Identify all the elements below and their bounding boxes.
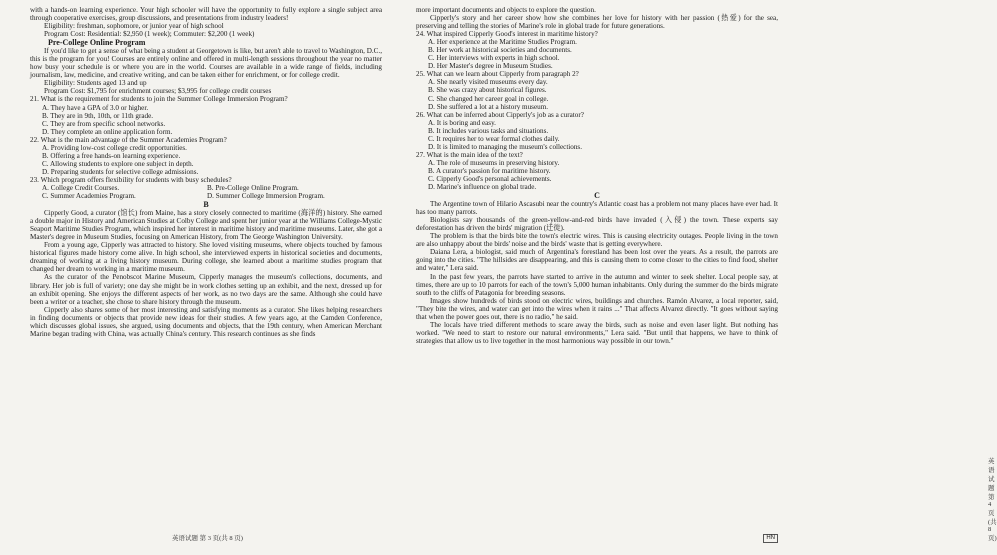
section-b-heading: B (203, 200, 209, 210)
right-page (408, 0, 997, 555)
page-footer-left: 英语试题 第 3 页(共 8 页) (172, 535, 243, 542)
passage-a-heading-online: Pre-College Online Program (48, 38, 146, 48)
passage-c-para-7: The locals have tried different methods to scare away the birds, such as noise and even laser light. But nothing has worked. "We need to start to restore our natural environments," Lera said. "But until that happens, we have to think of strategies that allow us to live together in the most harmonious way possible in our town." (416, 320, 778, 345)
q25-option-c: C. She changed her career goal in college. (428, 94, 549, 103)
q21-option-c: C. They are from specific school networks. (42, 119, 166, 128)
q26-option-d: D. It is limited to managing the museum's collections. (428, 142, 582, 151)
q23-option-a: A. College Credit Courses. (42, 183, 120, 192)
q21-option-b: B. They are in 9th, 10th, or 11th grade. (42, 111, 154, 120)
q26-option-c: C. It requires her to wear formal clothes daily. (428, 134, 560, 143)
question-22: 22. What is the main advantage of the Summer Academies Program? (30, 135, 227, 144)
q24-option-c: C. Her interviews with experts in high school. (428, 54, 560, 63)
page-footer-right: 英语试题 第 4 页(共 8 页) (988, 458, 997, 542)
passage-b-para-2: From a young age, Cipperly was attracted to history. She loved visiting museums, where objects touched by famous historical figures made history come alive. In high school, she interviewed experts in historical societies and documents, dreaming of working at a living history museum. During college, she learned about a maritime studies program that changed her dream to working in a maritime museum. (30, 241, 382, 274)
question-24: 24. What inspired Cipperly Good's interest in maritime history? (416, 30, 598, 39)
q22-option-b: B. Offering a free hands-on learning experience. (42, 151, 181, 160)
question-25: 25. What can we learn about Cipperly from paragraph 2? (416, 70, 579, 79)
q23-options-row-2 (30, 192, 382, 200)
question-21: 21. What is the requirement for students to join the Summer College Immersion Program? (30, 95, 288, 104)
q25-option-b: B. She was crazy about historical figures. (428, 86, 547, 95)
q27-option-c: C. Cipperly Good's personal achievements. (428, 174, 552, 183)
passage-a-cost-2: Program Cost: $1,795 for enrichment courses; $3,995 for college credit courses (44, 87, 272, 96)
passage-a-cost-1: Program Cost: Residential: $2,950 (1 week); Commuter: $2,200 (1 week) (44, 30, 255, 39)
left-page (0, 0, 392, 555)
q24-option-b: B. Her work at historical societies and documents. (428, 46, 572, 55)
passage-c-para-3: The problem is that the birds bite the town's electric wires. This is causing electricity outages. People living in the town are also unhappy about the birds' noise and the birds' waste that is getting everywhere. (416, 232, 778, 249)
q21-option-d: D. They complete an online application form. (42, 127, 173, 136)
exam-code-badge: HN (763, 534, 778, 543)
passage-b-para-3: As the curator of the Penobscot Marine Museum, Cipperly manages the museum's collections, documents, and library. Her job is full of variety; one day she might be in work clothes setting up an exhibit, and the next, dressed up for an exhibit opening. She enjoys the different aspects of her work, as no two days are the same. Although she could have been a writer or a teacher, she chose to share history through the museum. (30, 273, 382, 306)
passage-a-online-body: If you'd like to get a sense of what being a student at Georgetown is like, but aren't able to travel to Washington, D.C., this is the program for you! Courses are entirely online and offered in multi-length sessions throughout the year no matter how busy your schedule is or where you are in the world. Courses are available in a wide range of fields, including journalism, law, medicine, and creative writing, and can be taken either for enrichment, or for college credit. (30, 47, 382, 80)
q27-option-a: A. The role of museums in preserving history. (428, 158, 560, 167)
passage-c-para-6: Images show hundreds of birds stood on electric wires, buildings and churches. Ramón Alvarez, a local reporter, said, "They bite the wires, and water can get into the wires when it rains ..." That affects Alvarez directly. "It goes without saying that when the power goes out, there is no radio," he said. (416, 296, 778, 321)
q27-option-b: B. A curator's passion for maritime history. (428, 166, 551, 175)
q21-option-a: A. They have a GPA of 3.0 or higher. (42, 103, 149, 112)
passage-a-intro: with a hands-on learning experience. Your high schooler will have the opportunity to fully explore a single subject area through cooperative exercises, group discussions, and presentations from industry leaders! (30, 6, 382, 23)
q23-option-b: B. Pre-College Online Program. (207, 183, 299, 192)
passage-c-para-2: Biologists say thousands of the green-yellow-and-red birds have invaded (入侵) the town. These experts say deforestation has driven the birds' migration (迁徙). (416, 216, 778, 233)
question-27: 27. What is the main idea of the text? (416, 150, 523, 159)
passage-a-eligibility-1: Eligibility: freshman, sophomore, or junior year of high school (44, 22, 224, 31)
q22-option-c: C. Allowing students to explore one subject in depth. (42, 159, 194, 168)
q27-option-d: D. Marine's influence on global trade. (428, 183, 537, 192)
q25-option-a: A. She nearly visited museums every day. (428, 78, 548, 87)
passage-b-last-para: Cipperly's story and her career show how she combines her love for history with her passion (热爱) for the sea, preserving and telling the stories of Marine's role in global trade for future generations. (416, 14, 778, 31)
passage-b-para-4: Cipperly also shares some of her most interesting and satisfying moments as a curator. She likes helping researchers in finding documents or objects that provide new ideas for their studies. A few years ago, at the Camden Conference, which discusses global issues, she argued, using documents and objects, that the 19th century, when American Merchant Marine began trading with China, was actually China's century. This research continues as she finds (30, 305, 382, 338)
passage-c-para-5: In the past few years, the parrots have started to arrive in the autumn and winter to seek shelter. Local people say, at times, there are up to 10 parrots for each of the town's 5,000 human inhabitants. Only during the summer do the birds migrate south to the cliffs of Patagonia for breeding seasons. (416, 272, 778, 297)
passage-b-continued: more important documents and objects to explore the question. (416, 6, 596, 14)
q23-option-c: C. Summer Academies Program. (42, 192, 136, 201)
q22-option-a: A. Providing low-cost college credit opportunities. (42, 143, 187, 152)
q22-option-d: D. Preparing students for selective college admissions. (42, 167, 199, 176)
q25-option-d: D. She suffered a lot at a history museum. (428, 102, 549, 111)
q26-option-a: A. It is boring and easy. (428, 118, 496, 127)
passage-a-eligibility-2: Eligibility: Students aged 13 and up (44, 79, 147, 88)
question-26: 26. What can be inferred about Cipperly's job as a curator? (416, 110, 584, 119)
passage-c-para-1: The Argentine town of Hilario Ascasubi near the country's Atlantic coast has a problem not many places have ever had. It has too many parrots. (416, 200, 778, 217)
q23-option-d: D. Summer College Immersion Program. (207, 192, 325, 201)
passage-c-para-4: Daiana Lera, a biologist, said much of Argentina's forestland has been lost over the years. As a result, the parrots are going into the cities. "The hillsides are disappearing, and this is causing them to come closer to the cities to find food, shelter and water," Lera said. (416, 248, 778, 273)
left-column (30, 6, 382, 338)
q26-option-b: B. It includes various tasks and situations. (428, 126, 549, 135)
section-c-heading: C (594, 191, 600, 201)
q24-option-d: D. Her Master's degree in Museum Studies. (428, 62, 553, 71)
question-23: 23. Which program offers flexibility for students with busy schedules? (30, 175, 232, 184)
right-column (416, 6, 778, 345)
q24-option-a: A. Her experience at the Maritime Studies Program. (428, 38, 577, 47)
passage-b-para-1: Cipperly Good, a curator (馆长) from Maine, has a story closely connected to maritime (海洋的) history. She earned a double major in History and American Studies at Colby College and spent her junior year at the Williams College-Mystic Seaport Maritime Studies Program, which inspired her interest in maritime history and maritime museums. Later, she got a Master's degree in Museum Studies, focusing on American History, from The George Washington University. (30, 209, 382, 242)
q23-options-row-1 (30, 184, 382, 192)
